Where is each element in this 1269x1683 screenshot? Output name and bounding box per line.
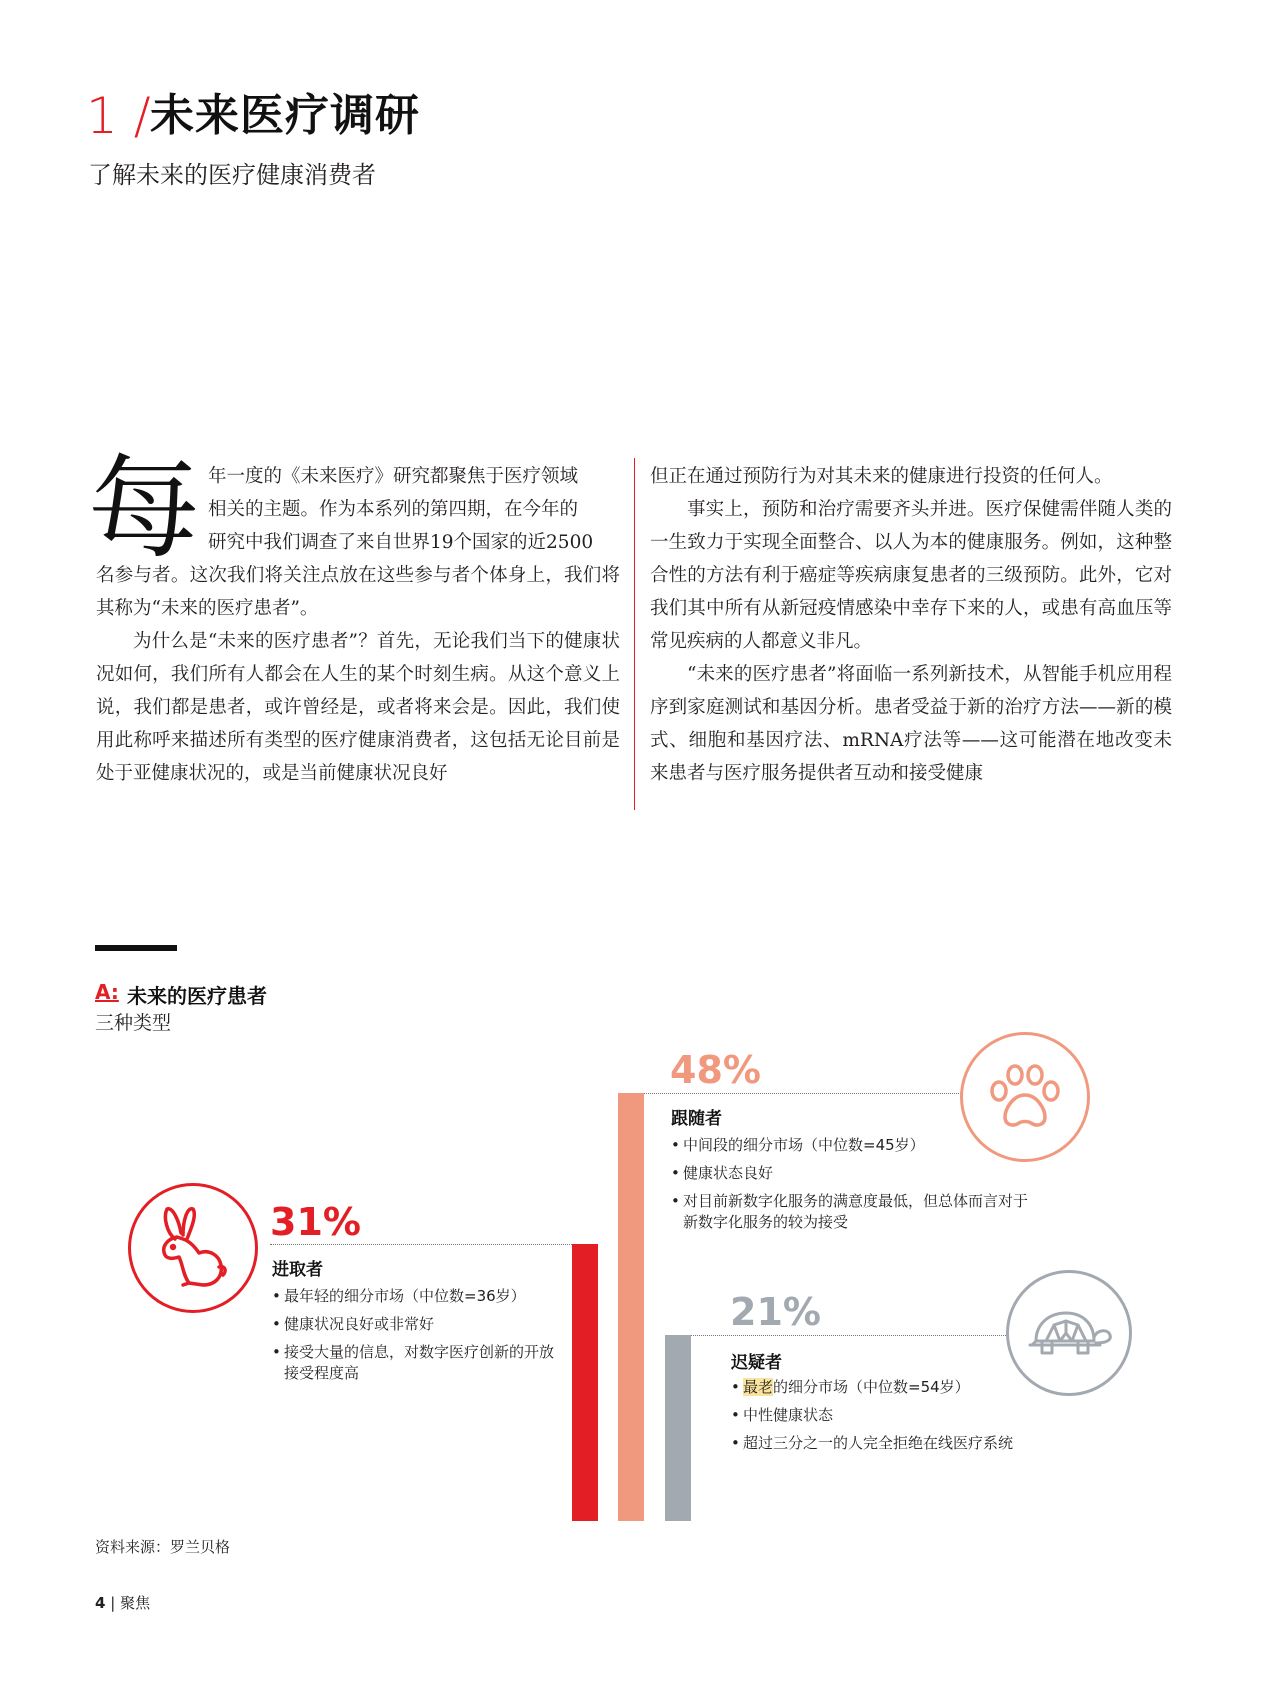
adopters-percent: 31% <box>270 1200 361 1244</box>
skeptics-bar <box>665 1335 691 1521</box>
followers-percent: 48% <box>670 1048 761 1092</box>
adopters-icon-circle <box>128 1183 258 1313</box>
paragraph: 名参与者。这次我们将关注点放在这些参与者个体身上，我们将其称为“未来的医疗患者”。 <box>96 565 620 619</box>
list-item: • 健康状况良好或非常好 <box>272 1314 562 1335</box>
figure-rule <box>95 945 177 951</box>
skeptics-bullets <box>731 1377 1061 1461</box>
list-item: • 对目前新数字化服务的满意度最低，但总体而言对于新数字化服务的较为接受 <box>671 1191 1031 1233</box>
figure-letter: A: <box>95 980 119 1004</box>
figure-subtitle: 三种类型 <box>95 1012 172 1034</box>
page-subtitle: 了解未来的医疗健康消费者 <box>88 161 376 189</box>
list-item: • 超过三分之一的人完全拒绝在线医疗系统 <box>731 1433 1061 1454</box>
skeptics-percent: 21% <box>730 1290 821 1334</box>
adopters-bullets <box>272 1286 562 1391</box>
turtle-icon <box>1024 1303 1114 1363</box>
section-number: 1 / <box>86 87 151 145</box>
paragraph: 但正在通过预防行为对其未来的健康进行投资的任何人。 <box>650 466 1113 487</box>
rabbit-icon <box>153 1203 233 1293</box>
skeptics-leader-line <box>691 1335 1008 1336</box>
footer-separator: | <box>110 1594 116 1612</box>
list-item <box>731 1377 1061 1398</box>
followers-bar <box>618 1093 644 1521</box>
intro-line: 相关的主题。作为本系列的第四期，在今年的 <box>208 499 579 520</box>
list-item: • 接受大量的信息，对数字医疗创新的开放接受程度高 <box>272 1342 562 1384</box>
drop-cap: 每 <box>88 444 200 574</box>
paragraph: 事实上，预防和治疗需要齐头并进。医疗保健需伴随人类的一生致力于实现全面整合、以人为本的健康服务。例如，这种整合性的方法有利于癌症等疾病康复患者的三级预防。此外，它对我们其中所有从新冠疫情感染中幸存下来的人，或患有高血压等常见疾病的人都意义非凡。 <box>650 499 1172 652</box>
paragraph: 为什么是“未来的医疗患者”？首先，无论我们当下的健康状况如何，我们所有人都会在人生的某个时刻生病。从这个意义上说，我们都是患者，或许曾经是，或者将来会是。因此，我们使用此称呼来描述所有类型的医疗健康消费者，这包括无论目前是处于亚健康状况的，或是当前健康状况良好 <box>96 631 620 784</box>
list-item-text: 的细分市场（中位数=54岁） <box>773 1378 970 1396</box>
figure-title: 未来的医疗患者 <box>127 984 267 1008</box>
adopters-bar <box>572 1244 598 1521</box>
adopters-leader-line <box>270 1244 572 1245</box>
paragraph: “未来的医疗患者”将面临一系列新技术，从智能手机应用程序到家庭测试和基因分析。患者受益于新的治疗方法——新的模式、细胞和基因疗法、mRNA疗法等——这可能潜在地改变未来患者与医疗服务提供者互动和接受健康 <box>650 664 1172 784</box>
section-name: 聚焦 <box>120 1594 151 1612</box>
column-divider <box>634 458 635 810</box>
skeptics-label: 迟疑者 <box>731 1353 782 1373</box>
intro-line: 年一度的《未来医疗》研究都聚焦于医疗领域 <box>208 466 579 487</box>
page-footer <box>95 1592 150 1613</box>
intro-line: 研究中我们调查了来自世界19个国家的近2500 <box>208 532 594 553</box>
article-column-2 <box>650 460 1172 790</box>
list-item: • 健康状态良好 <box>671 1163 1031 1184</box>
followers-bullets <box>671 1135 1031 1240</box>
adopters-label: 进取者 <box>272 1260 323 1280</box>
followers-label: 跟随者 <box>671 1109 722 1129</box>
list-item: • 最年轻的细分市场（中位数=36岁） <box>272 1286 562 1307</box>
figure-source: 资料来源：罗兰贝格 <box>95 1538 231 1556</box>
page-number: 4 <box>95 1594 106 1612</box>
list-item: • 中间段的细分市场（中位数=45岁） <box>671 1135 1031 1156</box>
list-item: • 中性健康状态 <box>731 1405 1061 1426</box>
highlighted-text: 最老 <box>743 1378 774 1396</box>
followers-leader-line <box>644 1093 961 1094</box>
page-title: 未来医疗调研 <box>150 90 420 141</box>
article-intro-lines <box>208 460 620 559</box>
paw-icon <box>985 1057 1065 1137</box>
article-column-1 <box>96 559 620 790</box>
